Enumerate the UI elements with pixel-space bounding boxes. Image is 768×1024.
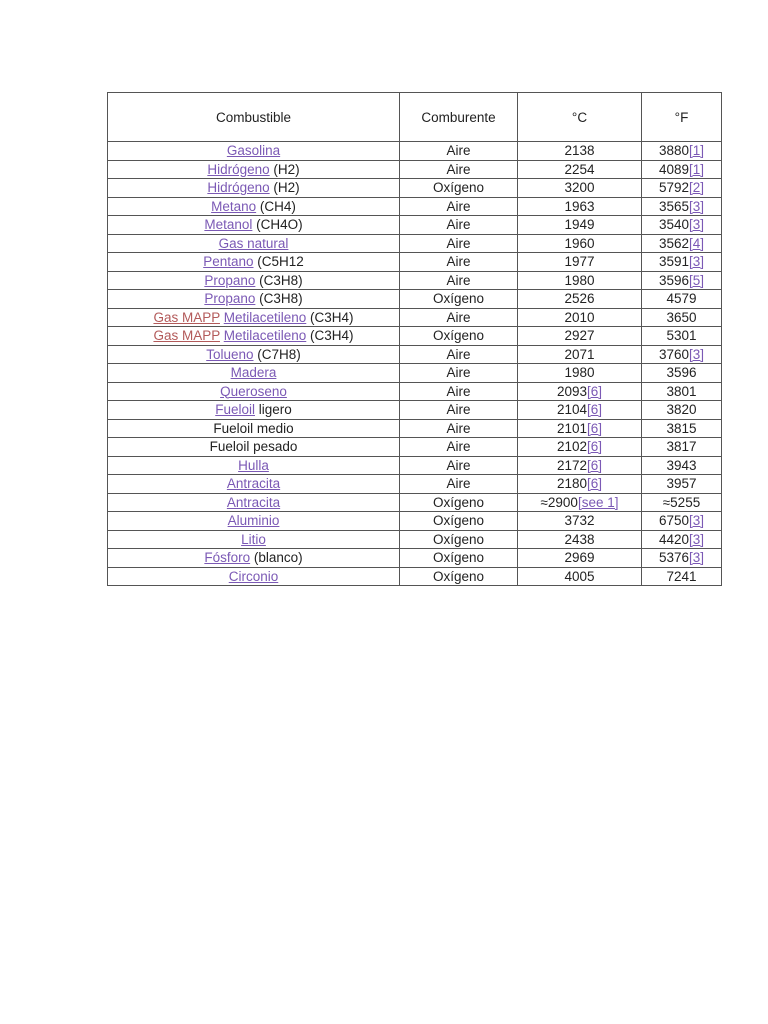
cell-fahrenheit [642,364,722,383]
cell-text: 3540 [658,217,690,232]
cell-fahrenheit [642,308,722,327]
cell-celsius [518,197,642,216]
table-row [108,567,722,586]
cell-text: 2180 [556,476,588,491]
reference-link[interactable]: [3] [689,513,705,528]
cell-text: 4089 [658,161,690,177]
cell-text: 2138 [564,143,595,158]
cell-celsius [518,567,642,586]
cell-combustible [108,290,400,309]
cell-text: ≈2900 [540,494,578,510]
cell-combustible [108,308,400,327]
cell-fahrenheit [642,345,722,364]
cell-comburente: Oxígeno [400,549,518,568]
reference-link[interactable]: [6] [587,402,603,417]
table-row [108,160,722,179]
cell-fahrenheit [642,160,722,179]
cell-celsius [518,401,642,420]
reference-link[interactable]: [6] [587,476,603,491]
cell-text: 3591 [658,254,690,269]
cell-text: 6750 [658,513,690,528]
cell-text: 4420 [658,531,690,547]
cell-text: 5792 [658,180,690,195]
reference-link[interactable]: [1] [689,143,705,158]
cell-text: 3200 [564,180,595,195]
article-link[interactable]: Tolueno [206,346,254,362]
reference-link[interactable]: [3] [689,346,705,362]
table-row [108,142,722,161]
cell-combustible [108,234,400,253]
cell-celsius [518,271,642,290]
cell-text: 3760 [658,346,690,362]
cell-comburente: Aire [400,142,518,161]
cell-text: ligero [255,402,292,417]
cell-fahrenheit [642,456,722,475]
cell-comburente: Aire [400,419,518,438]
cell-combustible [108,253,400,272]
cell-celsius [518,493,642,512]
cell-text: 3596 [666,365,697,380]
cell-text: (H2) [269,180,300,195]
header-fahrenheit: °F [642,93,722,142]
cell-text: 1980 [564,365,595,380]
cell-text: 3815 [666,420,697,436]
article-link[interactable]: Metilacetileno [223,309,307,325]
cell-celsius [518,253,642,272]
article-link[interactable]: Fueloil [215,402,255,417]
reference-link[interactable]: [4] [689,235,705,251]
cell-fahrenheit [642,234,722,253]
cell-comburente: Aire [400,253,518,272]
cell-text: 2101 [556,420,588,436]
cell-text: Fueloil medio [213,420,294,436]
table-row [108,475,722,494]
cell-comburente: Aire [400,475,518,494]
reference-link[interactable]: [3] [689,531,705,547]
reference-link[interactable]: [3] [689,217,705,232]
cell-combustible [108,567,400,586]
table-row [108,253,722,272]
article-link[interactable]: Queroseno [220,383,287,399]
cell-combustible [108,475,400,494]
table-row [108,364,722,383]
cell-comburente: Aire [400,438,518,457]
reference-link[interactable]: [3] [689,198,705,214]
cell-text: 2927 [564,328,595,343]
cell-comburente: Oxígeno [400,567,518,586]
cell-fahrenheit [642,197,722,216]
cell-comburente: Aire [400,364,518,383]
table-row [108,271,722,290]
cell-celsius [518,290,642,309]
reference-link[interactable]: [3] [689,254,705,269]
cell-text: 2010 [564,309,595,325]
cell-text: 2172 [556,457,588,473]
table-row [108,308,722,327]
cell-fahrenheit [642,549,722,568]
article-link[interactable]: Metanol [204,217,253,232]
cell-text: 2969 [564,550,595,565]
cell-fahrenheit [642,419,722,438]
cell-text: 3565 [658,198,690,214]
reference-link[interactable]: [6] [587,457,603,473]
cell-comburente: Oxígeno [400,493,518,512]
article-link[interactable]: Metilacetileno [223,328,307,343]
cell-comburente: Aire [400,345,518,364]
article-link[interactable]: Gasolina [226,143,281,158]
reference-link[interactable]: [2] [689,180,705,195]
table-row [108,401,722,420]
cell-comburente: Oxígeno [400,290,518,309]
article-link[interactable]: Gas MAPP [153,328,220,343]
cell-text: ≈5255 [662,494,701,510]
reference-link[interactable]: [1] [689,161,705,177]
cell-celsius [518,216,642,235]
cell-comburente: Aire [400,308,518,327]
cell-combustible [108,530,400,549]
table-row [108,549,722,568]
cell-comburente: Aire [400,382,518,401]
cell-text: 3650 [666,309,697,325]
cell-combustible [108,345,400,364]
table-header-row [108,93,722,142]
table-row [108,290,722,309]
article-link[interactable]: Pentano [203,254,254,269]
cell-text: 3562 [658,235,690,251]
reference-link[interactable]: [6] [587,383,603,399]
cell-text: 1977 [564,254,595,269]
cell-celsius [518,308,642,327]
cell-text: 1963 [564,198,595,214]
cell-comburente: Aire [400,160,518,179]
article-link[interactable]: Hidrógeno [207,180,270,195]
cell-text: 3943 [666,457,697,473]
cell-comburente: Oxígeno [400,530,518,549]
cell-celsius [518,475,642,494]
cell-combustible [108,364,400,383]
article-link[interactable]: Madera [230,365,277,380]
cell-text: 4005 [564,568,595,584]
cell-text: 2093 [556,383,588,399]
table-body [108,142,722,586]
table-row [108,327,722,346]
cell-comburente: Oxígeno [400,179,518,198]
cell-text: 2438 [564,531,595,547]
cell-combustible [108,382,400,401]
cell-celsius [518,530,642,549]
article-link[interactable]: Antracita [226,476,281,491]
cell-text: 3817 [666,439,697,454]
cell-combustible [108,419,400,438]
reference-link[interactable]: [3] [689,550,705,565]
cell-celsius [518,438,642,457]
article-link[interactable]: Aluminio [227,513,280,528]
cell-comburente: Aire [400,456,518,475]
table-row [108,234,722,253]
reference-link[interactable]: [6] [587,439,603,454]
cell-fahrenheit [642,512,722,531]
cell-text: (H2) [269,161,300,177]
header-combustible: Combustible [108,93,400,142]
cell-combustible [108,401,400,420]
table-row [108,493,722,512]
cell-text: (C3H8) [255,291,303,306]
cell-text: 5376 [658,550,690,565]
table-row [108,345,722,364]
cell-fahrenheit [642,290,722,309]
article-link[interactable]: Hidrógeno [207,161,270,177]
cell-fahrenheit [642,530,722,549]
cell-comburente: Aire [400,401,518,420]
cell-text: 2071 [564,346,595,362]
article-link[interactable]: Litio [241,531,266,547]
cell-fahrenheit [642,253,722,272]
cell-text: 3957 [666,476,697,491]
cell-text: 2104 [556,402,588,417]
cell-combustible [108,179,400,198]
cell-combustible [108,216,400,235]
article-link[interactable]: Gas natural [218,235,289,251]
table-row [108,438,722,457]
cell-text: 3820 [666,402,697,417]
cell-celsius [518,234,642,253]
cell-text: 5301 [666,328,697,343]
cell-celsius [518,456,642,475]
reference-link[interactable]: [5] [689,272,705,288]
cell-fahrenheit [642,493,722,512]
cell-text: 3732 [564,513,595,528]
cell-text: (blanco) [250,550,303,565]
article-link[interactable]: Propano [204,272,256,288]
cell-fahrenheit [642,271,722,290]
cell-text: 1980 [564,272,595,288]
table-row [108,197,722,216]
cell-celsius [518,142,642,161]
cell-text: 3596 [658,272,690,288]
reference-link[interactable]: [see 1] [577,494,619,510]
cell-text: 4579 [666,291,697,306]
table-row [108,530,722,549]
table-row [108,382,722,401]
cell-fahrenheit [642,179,722,198]
table-row [108,512,722,531]
flame-temperature-table [107,92,722,586]
article-link[interactable]: Metano [211,198,257,214]
article-link[interactable]: Fósforo [204,550,251,565]
cell-text: (C7H8) [253,346,301,362]
cell-text: (C3H4) [306,309,354,325]
cell-combustible [108,197,400,216]
cell-text: 1949 [564,217,595,232]
cell-comburente: Oxígeno [400,512,518,531]
cell-combustible [108,438,400,457]
cell-fahrenheit [642,327,722,346]
table-row [108,456,722,475]
header-comburente: Comburente [400,93,518,142]
cell-text: 3880 [658,143,690,158]
cell-combustible [108,456,400,475]
article-link[interactable]: Circonio [228,568,279,584]
cell-text: (CH4O) [252,217,303,232]
cell-celsius [518,327,642,346]
cell-text: 7241 [666,568,697,584]
cell-text: 2254 [564,161,595,177]
cell-combustible [108,493,400,512]
cell-text: (CH4) [256,198,296,214]
cell-celsius [518,345,642,364]
cell-comburente: Aire [400,234,518,253]
article-link[interactable]: Hulla [238,457,269,473]
table-row [108,216,722,235]
article-link[interactable]: Gas MAPP [153,309,220,325]
cell-fahrenheit [642,567,722,586]
article-link[interactable]: Antracita [226,494,281,510]
cell-combustible [108,549,400,568]
cell-combustible [108,271,400,290]
cell-text: 3801 [666,383,697,399]
cell-fahrenheit [642,216,722,235]
cell-combustible [108,160,400,179]
cell-text: 2102 [556,439,588,454]
cell-comburente: Aire [400,197,518,216]
cell-fahrenheit [642,475,722,494]
cell-celsius [518,364,642,383]
cell-celsius [518,512,642,531]
cell-celsius [518,549,642,568]
reference-link[interactable]: [6] [587,420,603,436]
cell-combustible [108,142,400,161]
cell-fahrenheit [642,382,722,401]
table-row [108,179,722,198]
cell-comburente: Aire [400,216,518,235]
cell-text: Fueloil pesado [209,439,298,454]
article-link[interactable]: Propano [204,291,256,306]
cell-fahrenheit [642,438,722,457]
table-row [108,419,722,438]
cell-celsius [518,382,642,401]
cell-text: (C3H8) [255,272,303,288]
cell-text: 1960 [564,235,595,251]
cell-celsius [518,419,642,438]
cell-comburente: Oxígeno [400,327,518,346]
cell-text: 2526 [564,291,595,306]
cell-combustible [108,327,400,346]
cell-text: (C5H12 [253,254,304,269]
cell-comburente: Aire [400,271,518,290]
cell-celsius [518,179,642,198]
cell-celsius [518,160,642,179]
header-celsius: °C [518,93,642,142]
cell-text: (C3H4) [306,328,354,343]
cell-combustible [108,512,400,531]
cell-fahrenheit [642,142,722,161]
cell-fahrenheit [642,401,722,420]
